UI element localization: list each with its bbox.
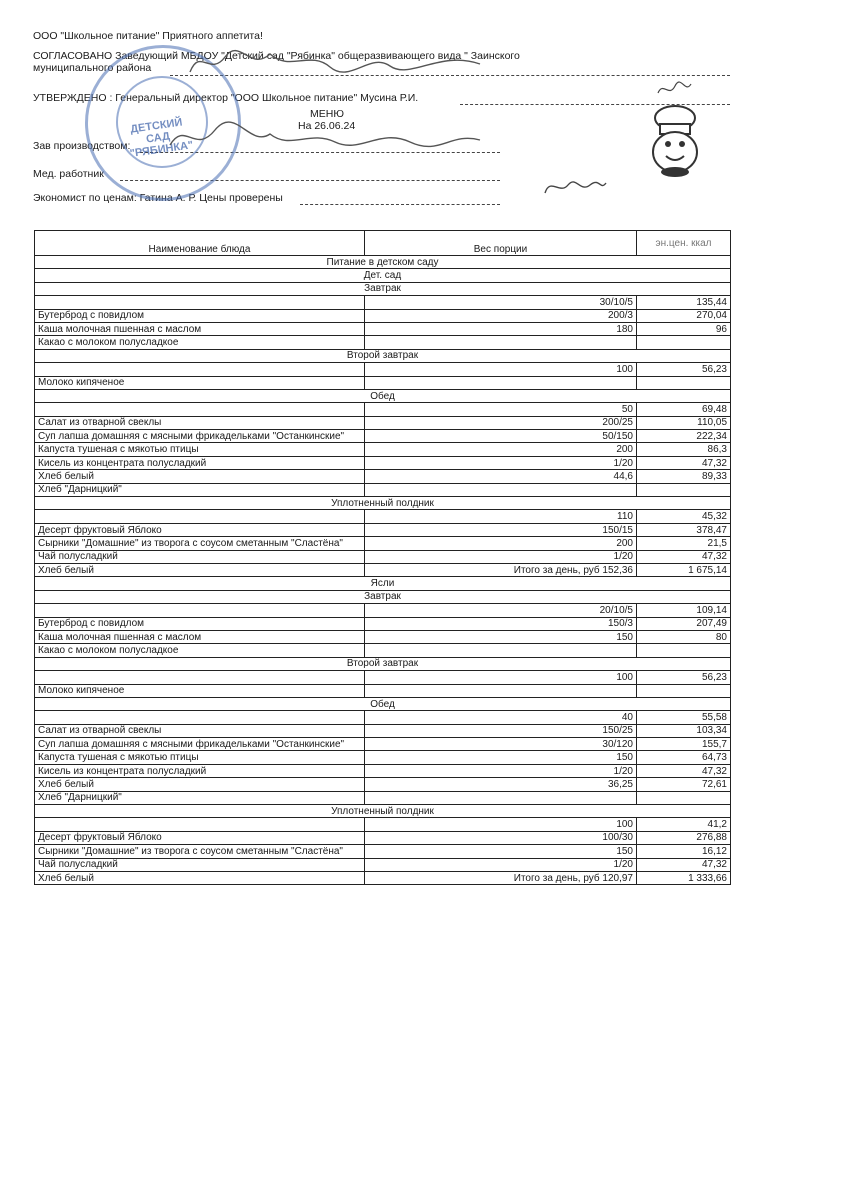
- section-row: [35, 805, 731, 818]
- section-row: [35, 697, 731, 710]
- table-row: [35, 778, 731, 791]
- weight-cell: 1/20: [365, 858, 637, 871]
- table-row: [35, 322, 731, 335]
- weight-cell: 50: [365, 403, 637, 416]
- kcal-cell: 155,7: [637, 738, 731, 751]
- kcal-cell: 110,05: [637, 416, 731, 429]
- kcal-cell: 45,32: [637, 510, 731, 523]
- weight-cell: 200: [365, 443, 637, 456]
- weight-cell: 150: [365, 845, 637, 858]
- meal-title: Завтрак: [35, 282, 731, 295]
- dish-cell: Хлеб "Дарницкий": [35, 483, 365, 496]
- section-row: [35, 282, 731, 295]
- medic: Мед. работник: [33, 168, 104, 180]
- dish-cell: Хлеб белый: [35, 871, 365, 884]
- total-label: Итого за день, руб 120,97: [365, 871, 637, 884]
- weight-cell: 150/25: [365, 724, 637, 737]
- signature-economist: [540, 175, 610, 200]
- signature-director: [655, 78, 695, 100]
- dish-cell: Бутерброд с повидлом: [35, 617, 365, 630]
- kcal-cell: 86,3: [637, 443, 731, 456]
- table-row: [35, 818, 731, 831]
- weight-cell: 100: [365, 671, 637, 684]
- weight-cell: 44,6: [365, 470, 637, 483]
- weight-cell: 150/15: [365, 523, 637, 536]
- dish-cell: Бутерброд с повидлом: [35, 309, 365, 322]
- weight-cell: 200/3: [365, 309, 637, 322]
- weight-cell: 50/150: [365, 430, 637, 443]
- dish-cell: Капуста тушеная с мякотью птицы: [35, 443, 365, 456]
- dish-cell: Какао с молоком полусладкое: [35, 644, 365, 657]
- kcal-cell: 270,04: [637, 309, 731, 322]
- col-energy-header: эн.цен. ккал: [637, 231, 731, 256]
- table-row: [35, 871, 731, 884]
- kcal-cell: 80: [637, 630, 731, 643]
- col-weight-header: Вес порции: [365, 231, 637, 256]
- kcal-cell: 21,5: [637, 537, 731, 550]
- table-row: [35, 831, 731, 844]
- table-header-row: [35, 231, 731, 256]
- weight-cell: 100/30: [365, 831, 637, 844]
- signature-head: [180, 42, 520, 82]
- weight-cell: 30/10/5: [365, 296, 637, 309]
- weight-cell: 150/3: [365, 617, 637, 630]
- weight-cell: 20/10/5: [365, 604, 637, 617]
- section-title: Питание в детском саду: [35, 256, 731, 269]
- production-chief: Зав производством:: [33, 140, 131, 152]
- dish-cell: Каша молочная пшенная с маслом: [35, 630, 365, 643]
- table-row: [35, 563, 731, 576]
- dish-cell: Молоко кипяченое: [35, 376, 365, 389]
- kcal-cell: 47,32: [637, 456, 731, 469]
- signature-chief: [160, 120, 500, 160]
- section-row: [35, 657, 731, 670]
- dish-cell: Сырники "Домашние" из творога с соусом сметанным "Сластёна": [35, 537, 365, 550]
- signature-line: [300, 204, 500, 205]
- table-row: [35, 550, 731, 563]
- meal-title: Уплотненный полдник: [35, 805, 731, 818]
- meal-title: Обед: [35, 697, 731, 710]
- table-row: [35, 510, 731, 523]
- kcal-cell: 16,12: [637, 845, 731, 858]
- table-row: [35, 363, 731, 376]
- agreed-line: СОГЛАСОВАНО Заведующий МБДОУ "Детский сад "Рябинка" общеразвивающего вида " Заинского: [33, 50, 520, 62]
- kcal-cell: 56,23: [637, 671, 731, 684]
- kcal-cell: 47,32: [637, 858, 731, 871]
- economist: Экономист по ценам: Гатина А. Р. Цены проверены: [33, 192, 283, 204]
- kcal-cell: 207,49: [637, 617, 731, 630]
- weight-cell: 100: [365, 818, 637, 831]
- table-row: [35, 617, 731, 630]
- kcal-cell: 56,23: [637, 363, 731, 376]
- company-line: ООО "Школьное питание" Приятного аппетита!: [33, 30, 263, 42]
- kcal-cell: 135,44: [637, 296, 731, 309]
- table-row: [35, 483, 731, 496]
- kcal-cell: 89,33: [637, 470, 731, 483]
- table-row: [35, 671, 731, 684]
- approved-line: УТВЕРЖДЕНО : Генеральный директор "ООО Школьное питание" Мусина Р.И.: [33, 92, 419, 104]
- section-title: Дет. сад: [35, 269, 731, 282]
- dish-cell: Десерт фруктовый Яблоко: [35, 831, 365, 844]
- dish-cell: Хлеб "Дарницкий": [35, 791, 365, 804]
- table-row: [35, 724, 731, 737]
- section-row: [35, 349, 731, 362]
- kcal-cell: 103,34: [637, 724, 731, 737]
- dish-cell: Чай полусладкий: [35, 858, 365, 871]
- chef-icon: [640, 100, 710, 180]
- weight-cell: 1/20: [365, 764, 637, 777]
- section-row: [35, 497, 731, 510]
- meal-title: Завтрак: [35, 590, 731, 603]
- weight-cell: 200/25: [365, 416, 637, 429]
- dish-cell: Чай полусладкий: [35, 550, 365, 563]
- table-row: [35, 791, 731, 804]
- dish-cell: Десерт фруктовый Яблоко: [35, 523, 365, 536]
- kcal-cell: 64,73: [637, 751, 731, 764]
- menu-date: На 26.06.24: [298, 120, 356, 132]
- dish-cell: Хлеб белый: [35, 470, 365, 483]
- dish-cell: Кисель из концентрата полусладкий: [35, 456, 365, 469]
- dish-cell: Сырники "Домашние" из творога с соусом сметанным "Сластёна": [35, 845, 365, 858]
- meal-title: Второй завтрак: [35, 657, 731, 670]
- menu-table: [34, 230, 731, 885]
- table-row: [35, 470, 731, 483]
- table-row: [35, 309, 731, 322]
- dish-cell: Суп лапша домашняя с мясными фрикадельками "Останкинские": [35, 430, 365, 443]
- kcal-cell: 47,32: [637, 550, 731, 563]
- section-row: [35, 256, 731, 269]
- table-row: [35, 296, 731, 309]
- table-row: [35, 443, 731, 456]
- kcal-cell: 96: [637, 322, 731, 335]
- table-row: [35, 845, 731, 858]
- kcal-cell: 47,32: [637, 764, 731, 777]
- dish-cell: Молоко кипяченое: [35, 684, 365, 697]
- table-row: [35, 630, 731, 643]
- dish-cell: Капуста тушеная с мякотью птицы: [35, 751, 365, 764]
- table-row: [35, 738, 731, 751]
- table-row: [35, 858, 731, 871]
- table-row: [35, 336, 731, 349]
- stamp-text: ДЕТСКИЙ САД "РЯБИНКА": [129, 116, 195, 161]
- meal-title: Уплотненный полдник: [35, 497, 731, 510]
- table-row: [35, 376, 731, 389]
- dish-cell: Салат из отварной свеклы: [35, 724, 365, 737]
- weight-cell: 1/20: [365, 550, 637, 563]
- table-row: [35, 416, 731, 429]
- kcal-cell: 378,47: [637, 523, 731, 536]
- kcal-cell: 276,88: [637, 831, 731, 844]
- kcal-cell: 72,61: [637, 778, 731, 791]
- dish-cell: Суп лапша домашняя с мясными фрикадельками "Останкинские": [35, 738, 365, 751]
- kcal-cell: 109,14: [637, 604, 731, 617]
- table-row: [35, 764, 731, 777]
- total-kcal: 1 333,66: [637, 871, 731, 884]
- weight-cell: 110: [365, 510, 637, 523]
- table-row: [35, 430, 731, 443]
- weight-cell: 150: [365, 630, 637, 643]
- dish-cell: Салат из отварной свеклы: [35, 416, 365, 429]
- total-kcal: 1 675,14: [637, 563, 731, 576]
- section-row: [35, 577, 731, 590]
- table-row: [35, 456, 731, 469]
- meal-title: Обед: [35, 389, 731, 402]
- section-row: [35, 389, 731, 402]
- section-row: [35, 590, 731, 603]
- kcal-cell: 55,58: [637, 711, 731, 724]
- agreed-line-2: муниципального района: [33, 62, 152, 74]
- weight-cell: 40: [365, 711, 637, 724]
- weight-cell: 150: [365, 751, 637, 764]
- table-row: [35, 751, 731, 764]
- section-row: [35, 269, 731, 282]
- weight-cell: 100: [365, 363, 637, 376]
- weight-cell: 1/20: [365, 456, 637, 469]
- weight-cell: 200: [365, 537, 637, 550]
- col-name-header: Наименование блюда: [35, 231, 365, 256]
- dish-cell: Кисель из концентрата полусладкий: [35, 764, 365, 777]
- section-title: Ясли: [35, 577, 731, 590]
- dish-cell: Какао с молоком полусладкое: [35, 336, 365, 349]
- kcal-cell: 222,34: [637, 430, 731, 443]
- table-row: [35, 684, 731, 697]
- table-row: [35, 523, 731, 536]
- table-row: [35, 537, 731, 550]
- meal-title: Второй завтрак: [35, 349, 731, 362]
- table-row: [35, 403, 731, 416]
- kcal-cell: 41,2: [637, 818, 731, 831]
- total-label: Итого за день, руб 152,36: [365, 563, 637, 576]
- table-row: [35, 644, 731, 657]
- dish-cell: Каша молочная пшенная с маслом: [35, 322, 365, 335]
- weight-cell: 180: [365, 322, 637, 335]
- menu-title: МЕНЮ: [310, 108, 344, 120]
- dish-cell: Хлеб белый: [35, 563, 365, 576]
- table-row: [35, 711, 731, 724]
- weight-cell: 36,25: [365, 778, 637, 791]
- kcal-cell: 69,48: [637, 403, 731, 416]
- table-row: [35, 604, 731, 617]
- weight-cell: 30/120: [365, 738, 637, 751]
- dish-cell: Хлеб белый: [35, 778, 365, 791]
